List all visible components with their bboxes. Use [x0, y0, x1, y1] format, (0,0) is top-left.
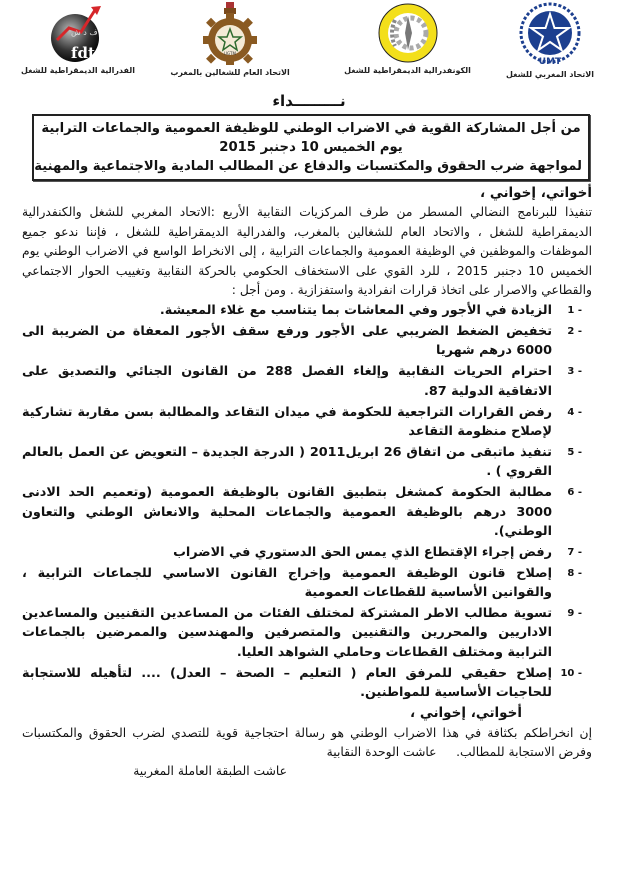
demand-item	[22, 664, 592, 703]
demand-number: 5 -	[567, 446, 582, 458]
demand-item	[22, 403, 592, 442]
logo-ugtm	[160, 2, 300, 77]
cdt-emblem-icon	[377, 2, 439, 64]
slogan-union-unity: عاشت الوحدة النقابية	[326, 744, 437, 759]
fdt-emblem-icon	[43, 2, 113, 64]
demand-item	[22, 301, 592, 320]
closing-greeting: أخواتي، إخواني ،	[409, 705, 522, 722]
demands-list	[22, 301, 592, 703]
demand-text: إصلاح قانون الوظيفة العمومية وإخراج القانون الاساسي للجماعات الترابية ، والقوانين الأساسية للقطاعات العمومية	[22, 565, 552, 601]
logo-caption: الاتحاد العام للشغالين بالمغرب	[170, 68, 290, 77]
title-line-1: من أجل المشاركة القوية في الاضراب الوطني للوظيفة العمومية والجماعات الترابية	[41, 121, 581, 136]
svg-text:fdt: fdt	[71, 44, 95, 62]
logo-caption: الفدرالية الديمقراطية للشغل	[20, 66, 136, 75]
demand-number: 8 -	[567, 567, 582, 579]
greeting: أخواتي، إخواني ،	[479, 185, 592, 201]
demand-number: 9 -	[567, 608, 582, 620]
demand-text: إصلاح حقيقي للمرفق العام ( التعليم – الصحة – العدل) .... لتأهيله للاستجابة للحاجيات الأساسية للمواطنين.	[22, 665, 552, 701]
demand-text: رفض القرارات التراجعية للحكومة في ميدان التقاعد والمطالبة بسن مقاربة تشاركية لإصلاح منظومة التقاعد	[22, 404, 552, 439]
demand-number: 3 -	[567, 366, 582, 378]
svg-text:UGTM: UGTM	[224, 51, 236, 56]
demand-item	[22, 604, 592, 662]
demand-number: 6 -	[567, 487, 582, 499]
union-logos-row	[0, 0, 618, 92]
logo-caption: الكونفدرالية الديمقراطية للشغل	[344, 66, 471, 75]
demand-text: مطالبة الحكومة كمشغل بتطبيق القانون بالوظيفة العمومية (وتعميم الحد الادنى 3000 درهم بالوظيفة العمومية والجماعات المحلية والانعاش الوطني والتعاون الوطني).	[22, 485, 552, 539]
demand-number: 10 -	[560, 667, 582, 679]
demand-number: 1 -	[567, 304, 582, 316]
title-line-3: لمواجهة ضرب الحقوق والمكتسبات والدفاع عن المطالب المادية والاجتماعية والمهنية	[34, 159, 582, 174]
demand-item	[22, 443, 592, 482]
title-line-date: يوم الخميس 10 دجنبر 2015	[219, 140, 403, 155]
svg-text:UMT: UMT	[538, 57, 562, 67]
call-heading: نـــــــــداء	[272, 92, 346, 110]
demand-number: 4 -	[567, 406, 582, 418]
slogan-working-class: عاشت الطبقة العاملة المغربية	[133, 763, 287, 778]
demand-text: تنفيذ ماتبقى من اتفاق 26 ابريل2011 ( الدرجة الجديدة – التعويض عن العمل بالعالم القروي ) .	[22, 444, 552, 480]
svg-text:ف د ش: ف د ش	[71, 28, 98, 37]
demand-item	[22, 483, 592, 541]
demand-item	[22, 322, 592, 361]
demand-text: تخفيض الضغط الضريبي على الأجور ورفع سقف الأجور المعفاة من الضريبة الى 6000 درهم شهريا	[22, 323, 552, 359]
demand-text: تسوية مطالب الاطر المشتركة لمختلف الفئات من المساعدين التقنيين والمساعدين الاداريين والمحررين والتقنيين والمتصرفين والمهندسين والممرضين بالجماعات الترابية ومختلف القطاعات وحاملي الشواهد العليا.	[22, 606, 552, 660]
demand-item	[22, 564, 592, 603]
demand-number: 7 -	[567, 546, 582, 558]
logo-umt	[490, 2, 610, 79]
ugtm-gear-emblem-icon	[195, 2, 265, 66]
demand-text: رفض إجراء الإقتطاع الذي يمس الحق الدستوري في الاضراب	[173, 544, 552, 560]
demand-text: احترام الحريات النقابية وإلغاء الفصل 288 من القانون الجنائي والتصديق على الاتفاقية الدولية 87.	[22, 364, 552, 399]
logo-fdt	[18, 2, 138, 75]
title-box	[32, 114, 590, 181]
logo-caption: الاتحاد المغربي للشغل	[506, 70, 594, 79]
demand-text: الزيادة في الأجور وفي المعاشات بما يتناسب مع غلاء المعيشة.	[159, 302, 552, 318]
closing-paragraph	[22, 724, 592, 762]
closing-text: إن انخراطكم بكثافة في هذا الاضراب الوطني هو رسالة احتجاجية قوية للتصدي لضرب الحقوق والمكتسبات وفرض الاستجابة للمطالب.	[22, 725, 592, 759]
logo-cdt	[335, 2, 480, 75]
demand-item	[22, 543, 592, 562]
demand-item	[22, 362, 592, 401]
umt-star-emblem-icon	[517, 2, 583, 68]
document-body	[22, 183, 592, 781]
demand-number: 2 -	[567, 325, 582, 337]
intro-paragraph: تنفيذا للبرنامج النضالي المسطر من طرف المركزيات النقابية الأربع :الاتحاد المغربي للشغل والكنفدرالية الديمقراطية للشغل ، والاتحاد العام للشغالين بالمغرب، والفدرالية الديمقراطية للشغل ، فإننا ندعو جميع الموظفات والموظفين في الوظيفة العمومية والجماعات الترابية ، إلى الانخراط الواسع في الاضراب الوطني يوم الخميس 10 دجنبر 2015 ، للرد القوي على الاستخفاف الحكومي بالحركة النقابية وتغييب الحوار الاجتماعي والقطاعي والاصرار على اتخاذ قرارات انفرادية واستفزازية . ومن أجل :	[22, 205, 592, 298]
